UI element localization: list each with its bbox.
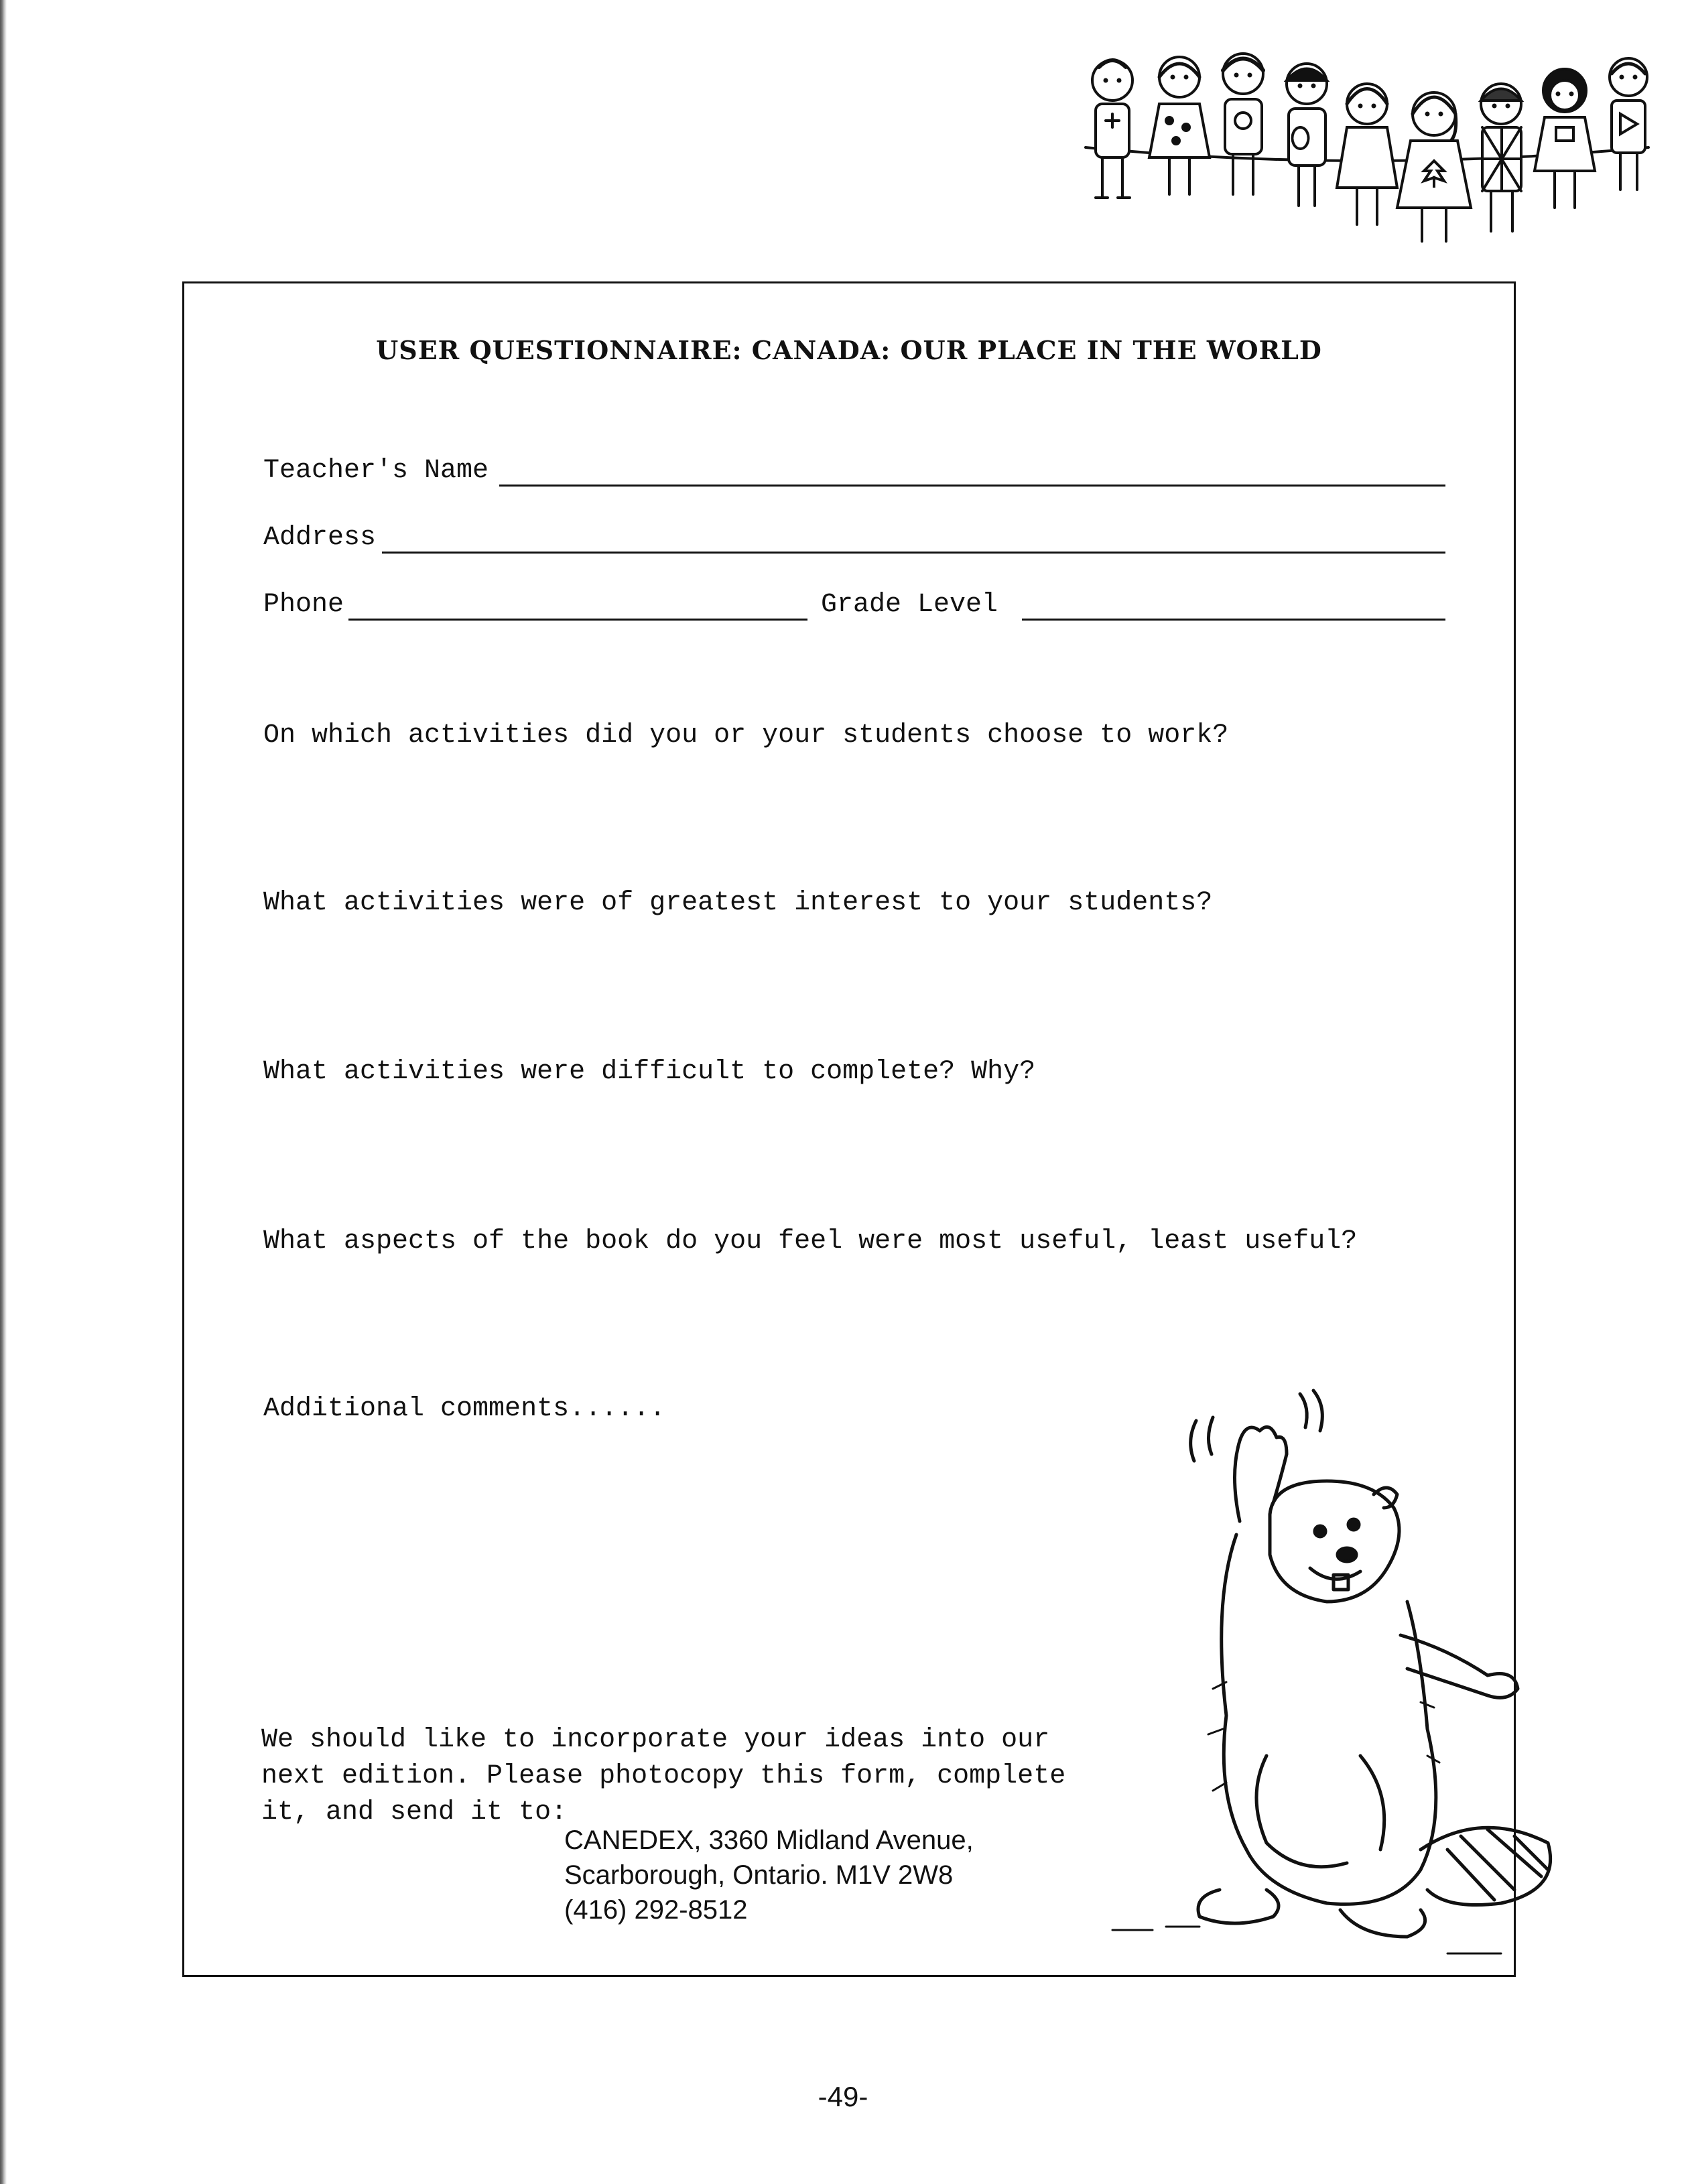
scan-edge <box>0 0 7 2184</box>
mailing-address <box>564 1823 974 1927</box>
form-title: USER QUESTIONNAIRE: CANADA: OUR PLACE IN THE WORLD <box>376 335 1322 365</box>
closing-line-1: We should like to incorporate your ideas into our <box>261 1725 1050 1755</box>
question-activities-chosen: On which activities did you or your students choose to work? <box>263 720 1229 751</box>
question-useful-aspects: What aspects of the book do you feel were most useful, least useful? <box>263 1226 1358 1257</box>
address-label: Address <box>263 523 377 553</box>
phone-label: Phone <box>263 590 344 620</box>
address-line-2: Scarborough, Ontario. M1V 2W8 <box>564 1860 954 1890</box>
address-line-3: (416) 292-8512 <box>564 1895 748 1925</box>
question-difficult-activities: What activities were difficult to complete? Why? <box>263 1057 1036 1087</box>
grade-level-label: Grade Level <box>821 590 998 620</box>
address-line-1: CANEDEX, 3360 Midland Avenue, <box>564 1825 974 1855</box>
grade-level-field[interactable] <box>1022 619 1445 621</box>
closing-line-2: next edition. Please photocopy this form, complete <box>261 1761 1066 1791</box>
additional-comments-label: Additional comments...... <box>263 1394 666 1424</box>
beaver-illustration <box>1045 1380 1581 1970</box>
children-illustration <box>1072 47 1662 268</box>
phone-field[interactable] <box>348 619 807 621</box>
address-field[interactable] <box>382 552 1445 554</box>
teacher-name-field[interactable] <box>499 485 1445 487</box>
question-greatest-interest: What activities were of greatest interest to your students? <box>263 888 1213 918</box>
closing-text <box>261 1722 1065 1831</box>
closing-line-3: it, and send it to: <box>261 1797 568 1827</box>
teacher-name-label: Teacher's Name <box>263 456 489 486</box>
page-number: -49- <box>818 2081 868 2112</box>
